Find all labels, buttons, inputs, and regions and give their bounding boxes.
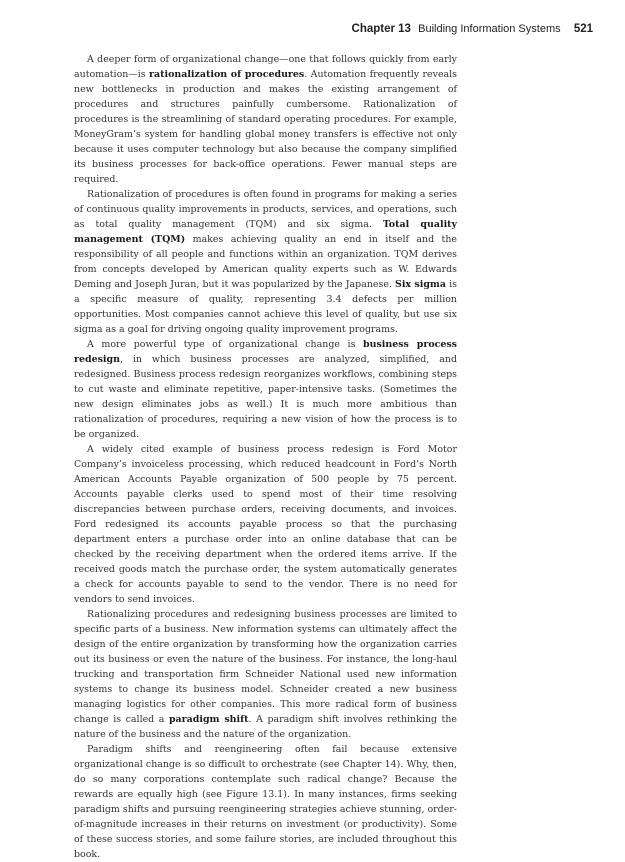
paragraph	[74, 337, 457, 442]
text-run: Rationalizing procedures and redesigning business processes are limited to specific parts of a business. New information systems can ultimately affect the design of the entire organization by transforming how the organization carries out its business or even the nature of the business. For instance, the long-haul trucking and transportation firm Schneider National used new information systems to change its business model. Schneider created a new business managing logistics for other companies. This more radical form of business change is called a	[74, 609, 457, 725]
text-run: Rationalization of procedures is often found in programs for making a series of continuous quality improvements in products, services, and operations, such as total quality management (TQM) and six sigma.	[74, 189, 457, 230]
paragraph	[74, 742, 457, 862]
key-term: paradigm shift	[168, 714, 249, 725]
paragraph	[74, 607, 457, 742]
text-run: A widely cited example of business process redesign is Ford Motor Company’s invoiceless processing, which reduced headcount in Ford’s North American Accounts Payable organization of 500 people by 75 percent. Accounts payable clerks used to spend most of their time resolving discrepancies between purchase orders, receiving documents, and invoices. Ford redesigned its accounts payable process so that the purchasing department enters a purchase order into an online database that can be checked by the receiving department when the ordered items arrive. If the received goods match the purchase order, the system automatically generates a check for accounts payable to send to the vendor. There is no need for vendors to send invoices.	[74, 444, 457, 605]
running-header	[352, 23, 593, 35]
key-term: business process redesign	[74, 339, 457, 365]
text-run: , in which business processes are analyzed, simplified, and redesigned. Business process redesign reorganizes workflows, combining steps to cut waste and eliminate repetitive, paper-intensive tasks. (Sometimes the new design eliminates jobs as well.) It is much more ambitious than rationalization of procedures, requiring a new vision of how the process is to be organized.	[74, 354, 457, 440]
text-run: A more powerful type of organizational change is	[87, 339, 364, 350]
key-term: Six sigma	[395, 279, 447, 290]
text-run: A deeper form of organizational change—one that follows quickly from early automation—is	[74, 54, 457, 80]
text-run: makes achieving quality an end in itself and the responsibility of all people and functions within an organization. TQM derives from concepts developed by American quality experts such as W. Edwards Deming and Joseph Juran, but it was popularized by the Japanese.	[74, 234, 457, 290]
text-run: . A paradigm shift involves rethinking the nature of the business and the nature of the organization.	[74, 714, 457, 740]
page-number: 521	[573, 23, 593, 35]
paragraph	[74, 52, 457, 187]
key-term: Total quality management (TQM)	[74, 219, 457, 245]
section-title: Building Information Systems	[418, 23, 561, 35]
key-term: rationalization of procedures	[149, 69, 305, 80]
paragraph	[74, 442, 457, 607]
chapter-label: Chapter 13	[351, 23, 411, 35]
text-run: is a specific measure of quality, representing 3.4 defects per million opportunities. Most companies cannot achieve this level of quality, but use six sigma as a goal for driving ongoing quality improvement programs.	[74, 279, 457, 335]
body-text	[74, 52, 457, 862]
text-run: Paradigm shifts and reengineering often fail because extensive organizational change is so difficult to orchestrate (see Chapter 14). Why, then, do so many corporations contemplate such radical change? Because the rewards are equally high (see Figure 13.1). In many instances, firms seeking paradigm shifts and pursuing reengineering strategies achieve stunning, order-of-magnitude increases in their returns on investment (or productivity). Some of these success stories, and some failure stories, are included throughout this book.	[74, 744, 457, 860]
text-run: . Automation frequently reveals new bottlenecks in production and makes the existing arrangement of procedures and structures painfully cumbersome. Rationalization of procedures is the streamlining of standard operating procedures. For example, MoneyGram’s system for handling global money transfers is effective not only because it uses computer technology but also because the company simplified its business processes for back-office operations. Fewer manual steps are required.	[74, 69, 458, 185]
paragraph	[74, 187, 457, 337]
